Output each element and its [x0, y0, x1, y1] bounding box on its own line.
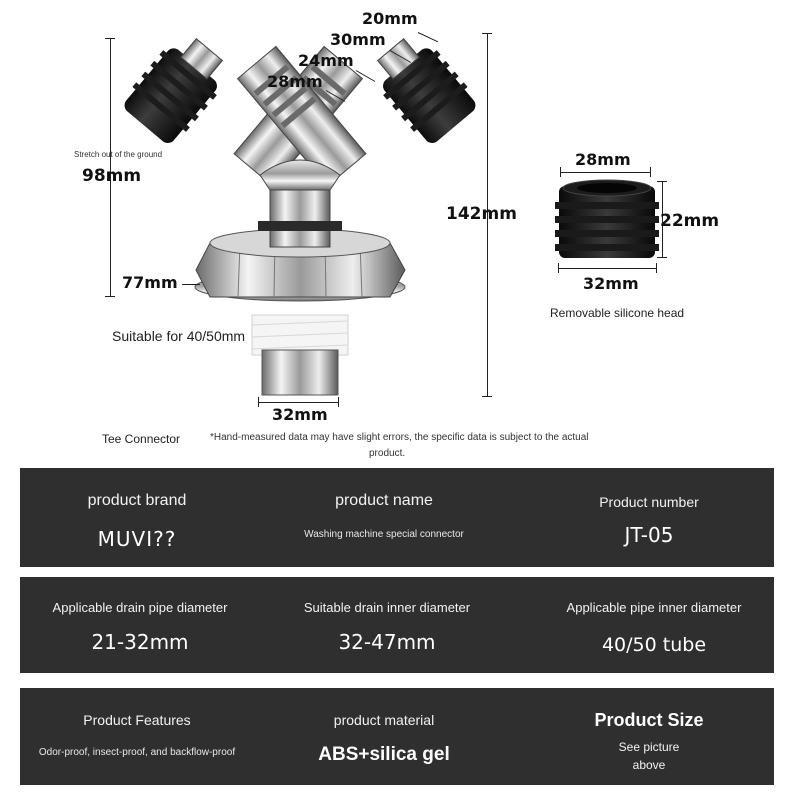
spec-value-name: Washing machine special connector [304, 529, 464, 540]
dim-label-30mm: 30mm [330, 30, 386, 49]
dim-tick-right-bottom [482, 396, 492, 397]
silicone-dim-side-tick-b [657, 257, 667, 258]
dim-label-142mm: 142mm [446, 204, 517, 224]
silicone-dim-bottom-line [558, 268, 656, 269]
silicone-dim-bottom-tick-r [656, 263, 657, 273]
spec-label-brand: product brand [87, 492, 187, 509]
spec-label-number: Product number [599, 494, 699, 510]
tee-connector-label: Tee Connector [102, 432, 181, 446]
dim-label-20mm: 20mm [362, 9, 418, 28]
spec-value-number: JT-05 [624, 523, 674, 547]
silicone-head-illustration [555, 178, 660, 264]
silicone-dim-bottom-tick-l [558, 263, 559, 273]
silicone-dim-28mm: 28mm [575, 150, 631, 169]
silicone-head-label: Removable silicone head [550, 306, 685, 320]
dim-label-77mm: 77mm [122, 273, 178, 292]
spec-value-size-line2: above [632, 758, 666, 772]
dim-label-28mm: 28mm [267, 72, 323, 91]
silicone-dim-22mm: 22mm [660, 211, 720, 231]
disclaimer-line2: product. [369, 448, 406, 459]
suitable-note: Suitable for 40/50mm [112, 328, 246, 344]
spec-value-material: ABS+silica gel [318, 744, 450, 765]
silicone-dim-top-tick-l [560, 167, 561, 177]
dim-tick-left-bottom [105, 296, 115, 297]
spec-value-brand: MUVI?? [97, 527, 177, 551]
dim-tick-right-top [482, 33, 492, 34]
spec-panel-1 [20, 468, 774, 567]
spec-label-name: product name [335, 492, 433, 509]
dim-line-bottom [258, 402, 338, 403]
stretch-note: Stretch out of the ground [74, 150, 163, 159]
spec-panel-3 [20, 688, 774, 785]
silicone-dim-top-line [560, 172, 650, 173]
dim-leader-77 [182, 284, 200, 285]
spec-label-drain-inner: Suitable drain inner diameter [303, 600, 471, 615]
spec-value-drain-inner: 32-47mm [338, 630, 436, 654]
spec-panel-2 [20, 577, 774, 673]
dim-label-98mm: 98mm [82, 166, 142, 186]
spec-value-features: Odor-proof, insect-proof, and backflow-proof [38, 747, 236, 758]
spec-label-pipe-inner: Applicable pipe inner diameter [566, 600, 742, 615]
dim-tick-left-top [105, 38, 115, 39]
silicone-dim-top-tick-r [650, 167, 651, 177]
silicone-dim-32mm: 32mm [583, 274, 639, 293]
spec-label-features: Product Features [83, 712, 191, 728]
spec-label-size: Product Size [594, 710, 704, 730]
disclaimer-line1: *Hand-measured data may have slight errors, the specific data is subject to the actual [210, 432, 589, 443]
silicone-dim-side-tick-t [657, 181, 667, 182]
spec-label-drain-pipe: Applicable drain pipe diameter [52, 600, 228, 615]
spec-value-pipe-inner: 40/50 tube [601, 634, 707, 656]
dim-tick-bottom-left [258, 397, 259, 407]
spec-label-material: product material [333, 712, 435, 728]
dim-label-24mm: 24mm [298, 51, 354, 70]
dim-label-bottom-32mm: 32mm [272, 405, 328, 424]
spec-value-size-line1: See picture [618, 740, 680, 754]
spec-value-drain-pipe: 21-32mm [91, 630, 189, 654]
dim-tick-bottom-right [338, 397, 339, 407]
